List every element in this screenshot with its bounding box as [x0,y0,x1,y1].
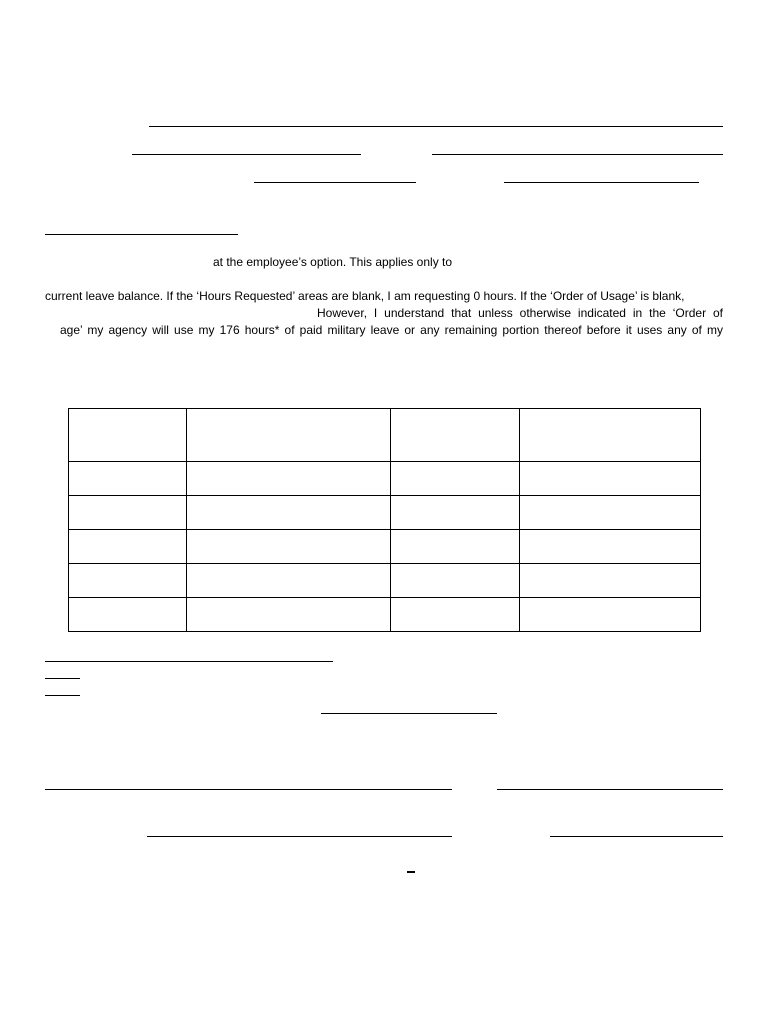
name-field-line[interactable] [149,126,723,127]
table-cell[interactable] [391,598,520,632]
field-line-right-1[interactable] [432,154,723,155]
table-cell[interactable] [520,530,701,564]
table-cell[interactable] [391,564,520,598]
table-cell[interactable] [69,496,187,530]
body-text-line-1: at the employee’s option. This applies only to [213,255,453,269]
table-cell[interactable] [69,564,187,598]
table-row [69,496,701,530]
table-cell[interactable] [391,496,520,530]
employee-signature-line[interactable] [45,789,452,790]
table-row [69,530,701,564]
table-header-cell [520,409,701,462]
employee-date-line[interactable] [497,789,723,790]
table-header-cell [391,409,520,462]
body-text-line-4: age’ my agency will use my 176 hours* of paid military leave or any remaining portion thereof before it uses any of my [60,323,723,337]
table-cell[interactable] [520,598,701,632]
field-line-lower-1[interactable] [45,661,333,662]
leave-request-table [68,408,701,632]
table-header-row [69,409,701,462]
table-cell[interactable] [520,462,701,496]
table-cell[interactable] [187,462,391,496]
table-cell[interactable] [187,598,391,632]
table-header-cell [69,409,187,462]
table-cell[interactable] [69,462,187,496]
table-row [69,598,701,632]
field-line-left-1[interactable] [132,154,361,155]
field-line-left-2[interactable] [254,182,416,183]
supervisor-date-line[interactable] [550,836,723,837]
checkbox-line-2[interactable] [45,695,80,696]
field-line-lower-2[interactable] [321,713,497,714]
section-underline [45,234,238,235]
table-cell[interactable] [520,564,701,598]
table-cell[interactable] [187,530,391,564]
table-header-cell [187,409,391,462]
body-text-line-3: However, I understand that unless otherwise indicated in the ‘Order of [317,306,723,320]
table-cell[interactable] [187,564,391,598]
checkbox-line-1[interactable] [45,678,80,679]
table-cell[interactable] [69,598,187,632]
table-cell[interactable] [391,530,520,564]
table-cell[interactable] [391,462,520,496]
table-row [69,564,701,598]
table-row [69,462,701,496]
supervisor-signature-line[interactable] [147,836,452,837]
table-cell[interactable] [187,496,391,530]
table-cell[interactable] [69,530,187,564]
table-cell[interactable] [520,496,701,530]
body-text-line-2: current leave balance. If the ‘Hours Requested’ areas are blank, I am requesting 0 hours. If the ‘Order of Usage’ is blank, [45,289,685,303]
field-line-right-2[interactable] [504,182,699,183]
page-marker-dash [407,871,415,873]
